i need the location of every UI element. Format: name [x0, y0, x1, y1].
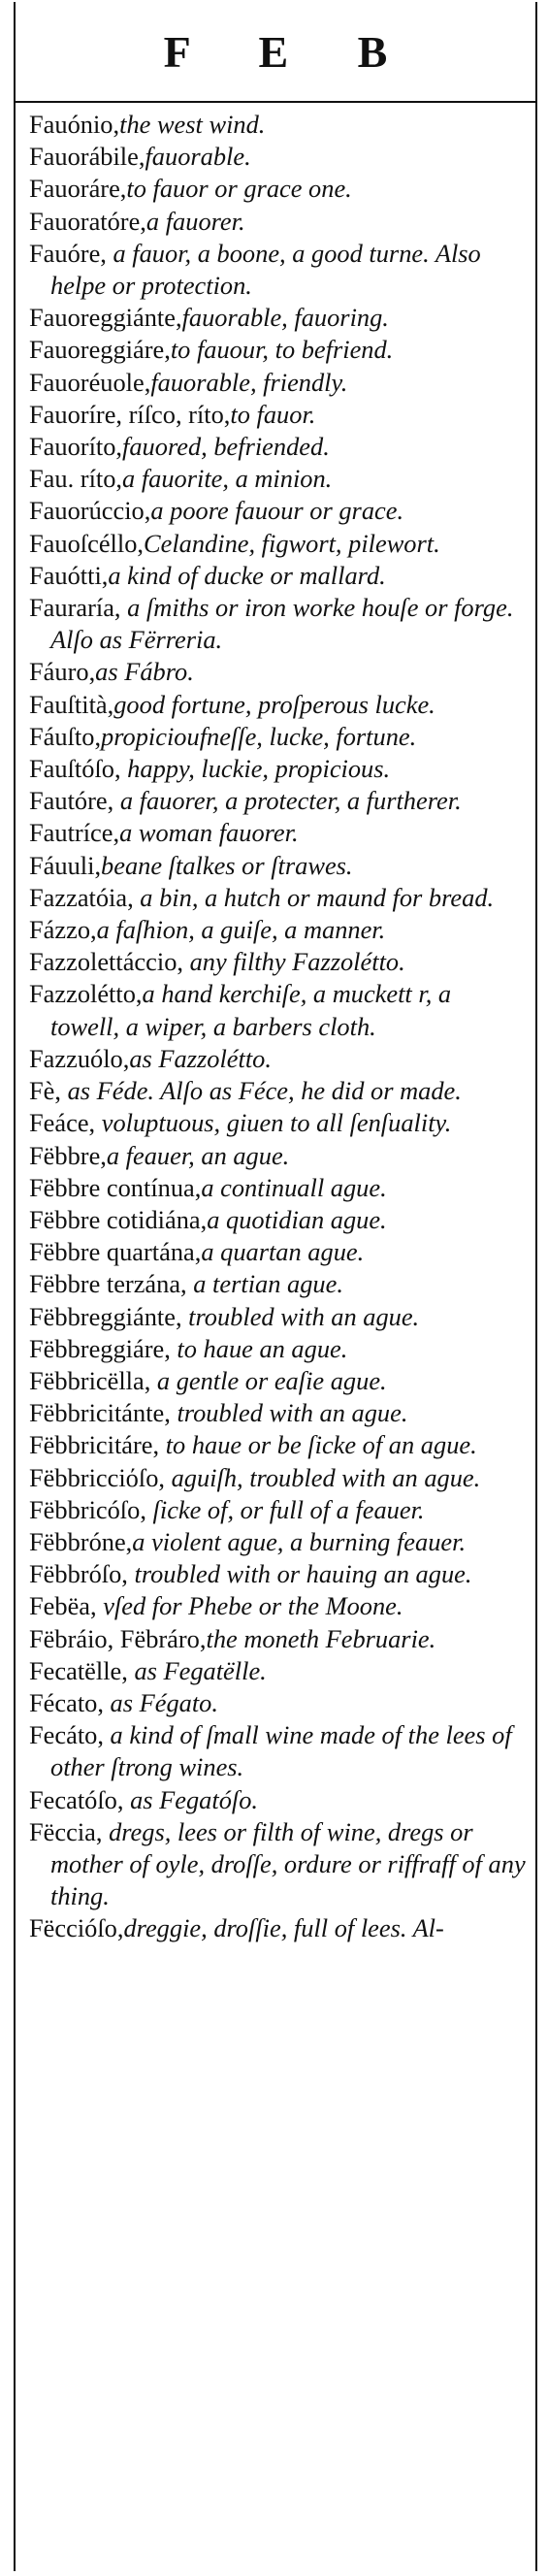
dictionary-entry [29, 1558, 526, 1590]
entry-headword: Fauoſcéllo, [29, 528, 144, 558]
entry-headword: Fecatëlle, [29, 1655, 128, 1685]
entry-definition: dreggie, droſſie, full of lees. Al- [123, 1913, 444, 1943]
entry-headword: Febëa, [29, 1591, 97, 1621]
dictionary-entry [29, 1075, 526, 1107]
entry-headword: Fauoratóre, [29, 206, 146, 236]
entry-headword: Fëbráio, Fëbráro, [29, 1623, 207, 1653]
dictionary-entry [29, 399, 526, 431]
entry-headword: Fauraría, [29, 593, 121, 623]
entry-definition: fauorable, friendly. [150, 367, 348, 397]
entry-headword: Fau. ríto, [29, 464, 123, 494]
dictionary-entry [29, 1333, 526, 1365]
entry-definition: a fauorer, a protecter, a furtherer. [113, 786, 462, 816]
entry-headword: Fëbbre terzána, [29, 1269, 187, 1299]
entry-headword: Fautóre, [29, 786, 114, 816]
entry-definition: troubled with an ague. [170, 1398, 408, 1428]
dictionary-entry [29, 141, 526, 173]
entry-definition: any filthy Fazzolétto. [183, 947, 405, 977]
entry-headword: Fecatóſo, [29, 1784, 124, 1814]
dictionary-entry [29, 1494, 526, 1526]
dictionary-entry [29, 592, 526, 656]
entry-definition: a poore fauour or grace. [150, 496, 404, 526]
dictionary-entry [29, 1784, 526, 1816]
dictionary-entry [29, 785, 526, 817]
entry-headword: Fëccia, [29, 1816, 103, 1846]
dictionary-entry [29, 721, 526, 753]
entry-headword: Fëbbricëlla, [29, 1365, 151, 1395]
entry-headword: Fauſtità, [29, 689, 114, 719]
entry-headword: Fáuſto, [29, 721, 102, 751]
dictionary-entry [29, 946, 526, 978]
entry-definition: fauorable. [145, 142, 251, 172]
page-title: F E B [163, 26, 417, 77]
entry-headword: Fëbbricitáre, [29, 1430, 160, 1460]
dictionary-entry [29, 334, 526, 366]
entry-definition: a gentle or eaſie ague. [150, 1365, 387, 1395]
entry-headword: Fécato, [29, 1687, 104, 1717]
dictionary-entry [29, 1526, 526, 1558]
dictionary-entry [29, 1236, 526, 1268]
entry-definition: a hand kerchiſe, a muckett r, a towell, a wiper, a barbers cloth. [50, 979, 452, 1041]
dictionary-entry [29, 1172, 526, 1204]
entry-definition: to haue or be ſicke of an ague. [159, 1430, 477, 1460]
entry-definition: a faſhion, a guiſe, a manner. [96, 915, 386, 945]
dictionary-entry [29, 1140, 526, 1172]
dictionary-entry [29, 495, 526, 527]
dictionary-entry [29, 978, 526, 1042]
entry-headword: Fè, [29, 1076, 61, 1106]
dictionary-entry [29, 238, 526, 302]
entry-definition: a feauer, an ague. [106, 1140, 290, 1170]
dictionary-entry [29, 1301, 526, 1333]
entry-headword: Fëbbreggiáre, [29, 1333, 171, 1363]
entry-headword: Fëbbreggiánte, [29, 1301, 182, 1331]
entry-definition: to haue an ague. [170, 1333, 348, 1363]
entry-definition: a kind of ſmall wine made of the lees of other ſtrong wines. [50, 1720, 512, 1782]
entry-definition: a fauorer. [145, 206, 245, 236]
dictionary-entry [29, 463, 526, 495]
entry-definition: a woman fauorer. [119, 818, 299, 848]
entry-headword: Feáce, [29, 1108, 96, 1138]
entry-definition: good fortune, proſperous lucke. [113, 689, 435, 719]
dictionary-entry [29, 1816, 526, 1913]
entry-definition: troubled with an ague. [181, 1301, 420, 1331]
dictionary-entry [29, 817, 526, 849]
dictionary-entry [29, 1623, 526, 1655]
entry-definition: a continuall ague. [201, 1172, 387, 1202]
entry-headword: Fauónio, [29, 110, 120, 139]
dictionary-entry [29, 1462, 526, 1494]
dictionary-entry [29, 882, 526, 914]
entry-headword: Fauoráre, [29, 174, 127, 204]
entry-headword: Fauoríre, ríſco, ríto, [29, 399, 231, 429]
entry-definition: a bin, a hutch or maund for bread. [133, 882, 495, 912]
entry-definition: ſicke of, or full of a feauer. [145, 1494, 425, 1524]
entry-headword: Fauoreggiáre, [29, 335, 171, 365]
entry-headword: Fëbbricitánte, [29, 1398, 171, 1428]
dictionary-entry [29, 1687, 526, 1719]
entry-definition: as Fazzolétto. [129, 1043, 272, 1073]
dictionary-entry [29, 1397, 526, 1429]
entry-headword: Fëbbre contínua, [29, 1172, 202, 1202]
dictionary-entry [29, 1204, 526, 1236]
dictionary-entry [29, 1268, 526, 1300]
entry-headword: Fauoríto, [29, 432, 123, 462]
entry-headword: Fëbbre, [29, 1140, 107, 1170]
entry-definition: as Fábro. [95, 657, 194, 687]
entry-list [16, 103, 535, 1945]
entry-definition: to fauor or grace one. [126, 174, 352, 204]
page-header [16, 2, 535, 103]
dictionary-entry [29, 1043, 526, 1075]
entry-headword: Fázzo, [29, 915, 97, 945]
entry-headword: Fauoréuole, [29, 367, 151, 397]
entry-headword: Fauorúccio, [29, 496, 151, 526]
entry-definition: a kind of ducke or mallard. [108, 560, 386, 590]
entry-definition: troubled with or hauing an ague. [127, 1559, 472, 1589]
dictionary-entry [29, 528, 526, 560]
entry-headword: Fáuro, [29, 657, 96, 687]
dictionary-entry [29, 850, 526, 882]
entry-definition: Celandine, figwort, pilewort. [144, 528, 440, 558]
entry-definition: a fauorite, a minion. [122, 464, 333, 494]
entry-definition: a quartan ague. [201, 1237, 365, 1267]
entry-definition: dregs, lees or filth of wine, dregs or mother of oyle, droſſe, ordure or riffraff of any thing. [50, 1816, 526, 1911]
entry-headword: Fazzolettáccio, [29, 947, 183, 977]
entry-headword: Fautríce, [29, 818, 120, 848]
dictionary-entry [29, 656, 526, 688]
entry-definition: to fauor. [230, 399, 316, 429]
dictionary-entry [29, 560, 526, 592]
entry-headword: Fauſtóſo, [29, 754, 121, 784]
entry-headword: Fëbbricciόſo, [29, 1462, 165, 1492]
dictionary-entry [29, 367, 526, 399]
entry-headword: Fëbbre cotidiána, [29, 1204, 208, 1234]
entry-definition: the west wind. [119, 110, 266, 139]
entry-definition: a tertian ague. [186, 1269, 343, 1299]
entry-headword: Fauoreggiánte, [29, 303, 182, 333]
dictionary-entry [29, 173, 526, 205]
entry-definition: fauorable, fauoring. [181, 303, 389, 333]
entry-headword: Fëbbre quartána, [29, 1237, 202, 1267]
entry-definition: as Fegatóſo. [123, 1784, 259, 1814]
entry-headword: Fëccióſo, [29, 1913, 124, 1943]
entry-definition: the moneth Februarie. [206, 1623, 436, 1653]
dictionary-entry [29, 431, 526, 463]
entry-definition: a violent ague, a burning feauer. [132, 1526, 467, 1556]
entry-headword: Fauóre, [29, 238, 107, 268]
entry-definition: a quotidian ague. [207, 1204, 387, 1234]
entry-headword: Fazzuólo, [29, 1043, 130, 1073]
entry-headword: Fëbbróne, [29, 1526, 133, 1556]
entry-definition: a ſmiths or iron worke houſe or forge. Alſo as Fërreria. [50, 593, 514, 655]
dictionary-page [14, 2, 537, 2571]
entry-definition: aguiſh, troubled with an ague. [164, 1462, 481, 1492]
entry-headword: Fazzolétto, [29, 979, 143, 1009]
entry-headword: Fauótti, [29, 560, 109, 590]
dictionary-entry [29, 1107, 526, 1139]
entry-definition: as Féde. Alſo as Féce, he did or made. [61, 1076, 462, 1106]
entry-headword: Fáuuli, [29, 850, 102, 880]
entry-headword: Fëbbricóſo, [29, 1494, 146, 1524]
dictionary-entry [29, 1365, 526, 1397]
entry-definition: propicioufneſſe, lucke, fortune. [101, 721, 417, 751]
dictionary-entry [29, 689, 526, 721]
entry-headword: Fecáto, [29, 1720, 104, 1750]
entry-definition: voluptuous, giuen to all ſenſuality. [95, 1108, 452, 1138]
dictionary-entry [29, 1912, 526, 1944]
entry-definition: fauored, befriended. [122, 432, 330, 462]
entry-definition: beane ſtalkes or ſtrawes. [101, 850, 353, 880]
entry-headword: Fauorábile, [29, 142, 145, 172]
entry-definition: a fauor, a boone, a good turne. Also helpe or protection. [50, 238, 481, 301]
dictionary-entry [29, 1719, 526, 1783]
entry-definition: vſed for Phebe or the Moone. [96, 1591, 403, 1621]
dictionary-entry [29, 206, 526, 238]
dictionary-entry [29, 109, 526, 141]
entry-headword: Fëbbróſo, [29, 1559, 128, 1589]
dictionary-entry [29, 1590, 526, 1622]
entry-definition: happy, luckie, propicious. [120, 754, 391, 784]
dictionary-entry [29, 753, 526, 785]
entry-headword: Fazzatóia, [29, 882, 134, 912]
dictionary-entry [29, 1429, 526, 1461]
entry-definition: to fauour, to befriend. [170, 335, 394, 365]
dictionary-entry [29, 302, 526, 334]
dictionary-entry [29, 1655, 526, 1687]
entry-definition: as Fegatëlle. [127, 1655, 267, 1685]
dictionary-entry [29, 914, 526, 946]
entry-definition: as Fégato. [103, 1687, 218, 1717]
